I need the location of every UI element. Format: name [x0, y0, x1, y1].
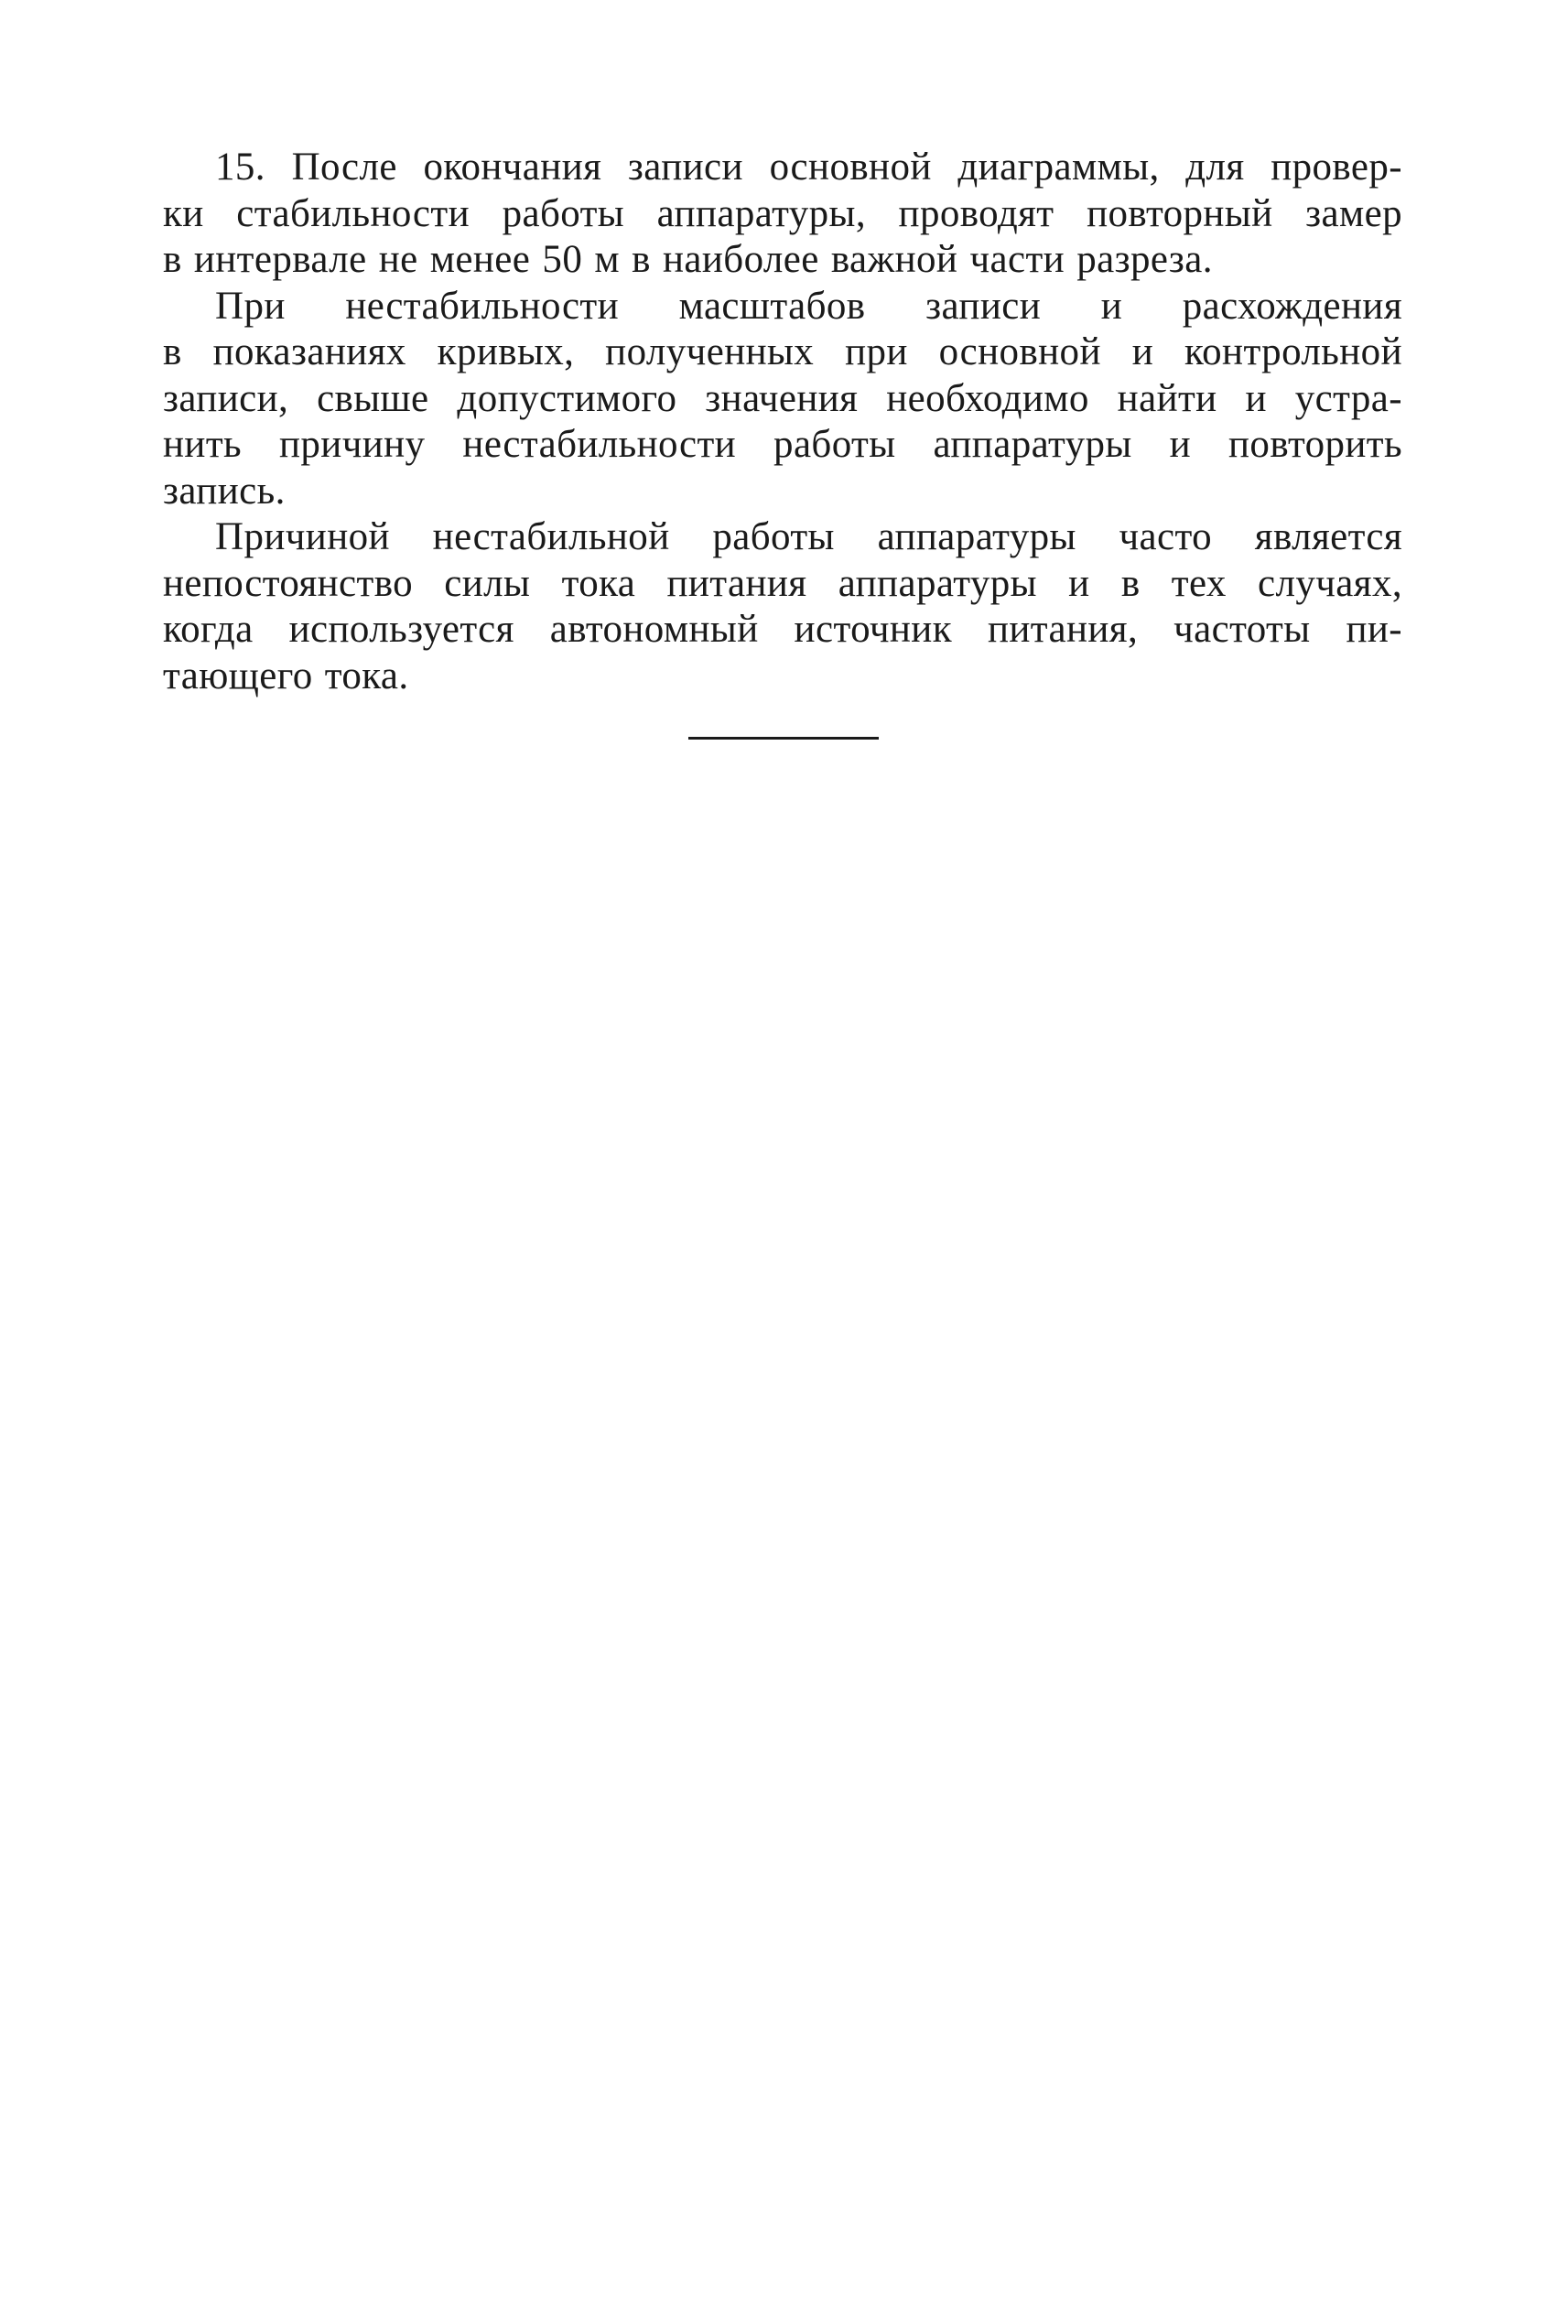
text-line: записи, свыше допустимого значения необходимо найти и устра- — [163, 376, 1402, 420]
paragraph-cause — [163, 514, 1402, 699]
paragraph-instability — [163, 284, 1402, 515]
body-text — [163, 145, 1402, 699]
text-line: 15. После окончания записи основной диаграммы, для провер- — [215, 146, 1402, 189]
text-line: тающего тока. — [163, 654, 409, 697]
text-line: Причиной нестабильной работы аппаратуры часто является — [215, 515, 1402, 558]
text-line: нить причину нестабильности работы аппаратуры и повторить — [163, 423, 1402, 466]
text-line: когда используется автономный источник питания, частоты пи- — [163, 608, 1402, 651]
text-line: запись. — [163, 469, 286, 513]
text-line: ки стабильности работы аппаратуры, проводят повторный замер — [163, 191, 1402, 235]
text-line: в интервале не менее 50 м в наиболее важной части разреза. — [163, 238, 1213, 281]
text-line: в показаниях кривых, полученных при основной и контрольной — [163, 330, 1402, 373]
section-end-rule — [688, 737, 879, 740]
text-line: При нестабильности масштабов записи и расхождения — [215, 284, 1402, 328]
paragraph-item-15 — [163, 145, 1402, 284]
text-line: непостоянство силы тока питания аппаратуры и в тех случаях, — [163, 561, 1402, 605]
